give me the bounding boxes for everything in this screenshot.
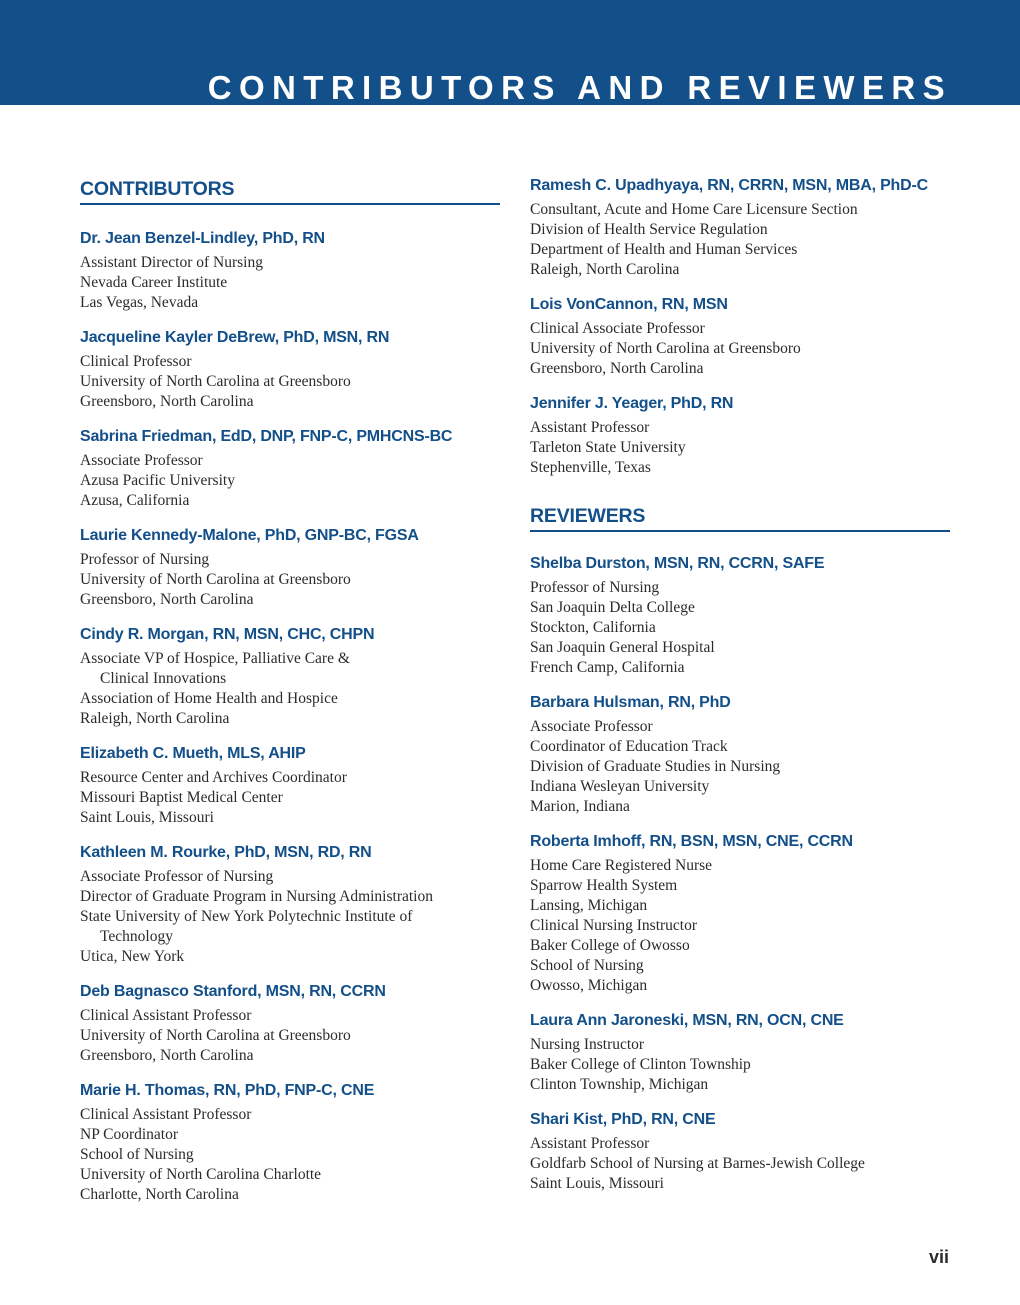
contributor-name: Lois VonCannon, RN, MSN (530, 296, 728, 313)
affiliation-line: Department of Health and Human Services (530, 241, 798, 258)
affiliation-line: San Joaquin Delta College (530, 599, 695, 616)
affiliation-line: Las Vegas, Nevada (80, 294, 199, 311)
contributor-entry (80, 229, 500, 313)
reviewer-name: Shelba Durston, MSN, RN, CCRN, SAFE (530, 555, 825, 572)
contributor-name: Elizabeth C. Mueth, MLS, AHIP (80, 745, 306, 762)
contributor-entry (80, 843, 500, 967)
right-column (530, 176, 950, 1209)
contributor-entry (80, 427, 500, 511)
affiliation-line: Assistant Professor (530, 1135, 650, 1152)
affiliation-line: Associate VP of Hospice, Palliative Care & (80, 650, 350, 667)
affiliation-line: University of North Carolina at Greensboro (530, 340, 801, 357)
affiliation-line: Nevada Career Institute (80, 274, 228, 291)
affiliation-line: Division of Health Service Regulation (530, 221, 768, 238)
affiliation-line: Raleigh, North Carolina (530, 261, 680, 278)
affiliation-line: School of Nursing (80, 1146, 194, 1163)
header-banner (0, 0, 1020, 105)
contributor-name: Dr. Jean Benzel-Lindley, PhD, RN (80, 230, 325, 247)
contributor-name: Deb Bagnasco Stanford, MSN, RN, CCRN (80, 983, 386, 1000)
affiliation-line: Clinical Innovations (100, 670, 227, 687)
affiliation-line: Assistant Director of Nursing (80, 254, 263, 271)
affiliation-line: Clinical Associate Professor (530, 320, 705, 337)
affiliation-line: Azusa, California (80, 492, 190, 509)
contributor-name: Cindy R. Morgan, RN, MSN, CHC, CHPN (80, 626, 375, 643)
affiliation-line: Nursing Instructor (530, 1036, 645, 1053)
contributor-name: Jacqueline Kayler DeBrew, PhD, MSN, RN (80, 329, 390, 346)
affiliation-line: Goldfarb School of Nursing at Barnes-Jewish College (530, 1155, 865, 1172)
contributor-name: Ramesh C. Upadhyaya, RN, CRRN, MSN, MBA, PhD-C (530, 177, 928, 194)
affiliation-line: Clinical Assistant Professor (80, 1007, 252, 1024)
affiliation-line: State University of New York Polytechnic Institute of (80, 908, 413, 925)
affiliation-line: Division of Graduate Studies in Nursing (530, 758, 781, 775)
reviewer-name: Laura Ann Jaroneski, MSN, RN, OCN, CNE (530, 1012, 844, 1029)
affiliation-line: Baker College of Owosso (530, 937, 690, 954)
reviewer-name: Barbara Hulsman, RN, PhD (530, 694, 731, 711)
affiliation-line: Stephenville, Texas (530, 459, 651, 476)
affiliation-line: Charlotte, North Carolina (80, 1186, 239, 1203)
affiliation-line: University of North Carolina at Greensboro (80, 571, 351, 588)
affiliation-line: Raleigh, North Carolina (80, 710, 230, 727)
contributor-name: Jennifer J. Yeager, PhD, RN (530, 395, 734, 412)
affiliation-line: Consultant, Acute and Home Care Licensure Section (530, 201, 858, 218)
contributor-entry (530, 176, 950, 280)
affiliation-line: Technology (100, 928, 173, 945)
affiliation-line: Resource Center and Archives Coordinator (80, 769, 347, 786)
affiliation-line: French Camp, California (530, 659, 685, 676)
affiliation-line: Clinical Nursing Instructor (530, 917, 698, 934)
affiliation-line: Professor of Nursing (530, 579, 660, 596)
affiliation-line: Missouri Baptist Medical Center (80, 789, 283, 806)
affiliation-line: Lansing, Michigan (530, 897, 648, 914)
affiliation-line: University of North Carolina Charlotte (80, 1166, 322, 1183)
affiliation-line: Owosso, Michigan (530, 977, 648, 994)
reviewer-name: Shari Kist, PhD, RN, CNE (530, 1111, 716, 1128)
affiliation-line: Sparrow Health System (530, 877, 678, 894)
reviewer-entry (530, 1110, 950, 1194)
affiliation-line: Stockton, California (530, 619, 656, 636)
contributor-entry (80, 1081, 500, 1205)
page-title: CONTRIBUTORS AND REVIEWERS (207, 69, 952, 106)
contributor-name: Laurie Kennedy-Malone, PhD, GNP-BC, FGSA (80, 527, 419, 544)
affiliation-line: Associate Professor (80, 452, 203, 469)
contributor-entry (80, 328, 500, 412)
contributor-name: Kathleen M. Rourke, PhD, MSN, RD, RN (80, 844, 372, 861)
affiliation-line: Association of Home Health and Hospice (80, 690, 338, 707)
reviewer-entry (530, 832, 950, 996)
affiliation-line: Greensboro, North Carolina (80, 1047, 254, 1064)
affiliation-line: Indiana Wesleyan University (530, 778, 710, 795)
contributor-name: Sabrina Friedman, EdD, DNP, FNP-C, PMHCNS-BC (80, 428, 453, 445)
affiliation-line: School of Nursing (530, 957, 644, 974)
reviewer-entry (530, 554, 950, 678)
affiliation-line: NP Coordinator (80, 1126, 179, 1143)
affiliation-line: Clinton Township, Michigan (530, 1076, 709, 1093)
affiliation-line: Greensboro, North Carolina (530, 360, 704, 377)
affiliation-line: Coordinator of Education Track (530, 738, 728, 755)
affiliation-line: Clinical Assistant Professor (80, 1106, 252, 1123)
reviewers-heading: REVIEWERS (530, 504, 950, 532)
affiliation-line: Greensboro, North Carolina (80, 393, 254, 410)
affiliation-line: University of North Carolina at Greensboro (80, 373, 351, 390)
contributor-entry (80, 744, 500, 828)
affiliation-line: San Joaquin General Hospital (530, 639, 715, 656)
affiliation-line: Clinical Professor (80, 353, 192, 370)
affiliation-line: Associate Professor of Nursing (80, 868, 274, 885)
affiliation-line: Home Care Registered Nurse (530, 857, 713, 874)
contributor-entry (80, 982, 500, 1066)
affiliation-line: University of North Carolina at Greensboro (80, 1027, 351, 1044)
affiliation-line: Professor of Nursing (80, 551, 210, 568)
affiliation-line: Utica, New York (80, 948, 185, 965)
affiliation-line: Azusa Pacific University (80, 472, 235, 489)
contributor-name: Marie H. Thomas, RN, PhD, FNP-C, CNE (80, 1082, 375, 1099)
page-number: vii (928, 1247, 949, 1267)
contributor-entry (530, 295, 950, 379)
affiliation-line: Greensboro, North Carolina (80, 591, 254, 608)
affiliation-line: Director of Graduate Program in Nursing Administration (80, 888, 433, 905)
contributor-entry (80, 526, 500, 610)
contributor-entry (530, 394, 950, 478)
affiliation-line: Saint Louis, Missouri (80, 809, 214, 826)
contributor-entry (80, 625, 500, 729)
reviewer-entry (530, 1011, 950, 1095)
affiliation-line: Assistant Professor (530, 419, 650, 436)
affiliation-line: Tarleton State University (530, 439, 686, 456)
reviewer-name: Roberta Imhoff, RN, BSN, MSN, CNE, CCRN (530, 833, 853, 850)
affiliation-line: Saint Louis, Missouri (530, 1175, 664, 1192)
affiliation-line: Marion, Indiana (530, 798, 630, 815)
contributors-heading: CONTRIBUTORS (80, 177, 500, 205)
left-column (80, 176, 500, 1220)
affiliation-line: Associate Professor (530, 718, 653, 735)
affiliation-line: Baker College of Clinton Township (530, 1056, 751, 1073)
reviewer-entry (530, 693, 950, 817)
